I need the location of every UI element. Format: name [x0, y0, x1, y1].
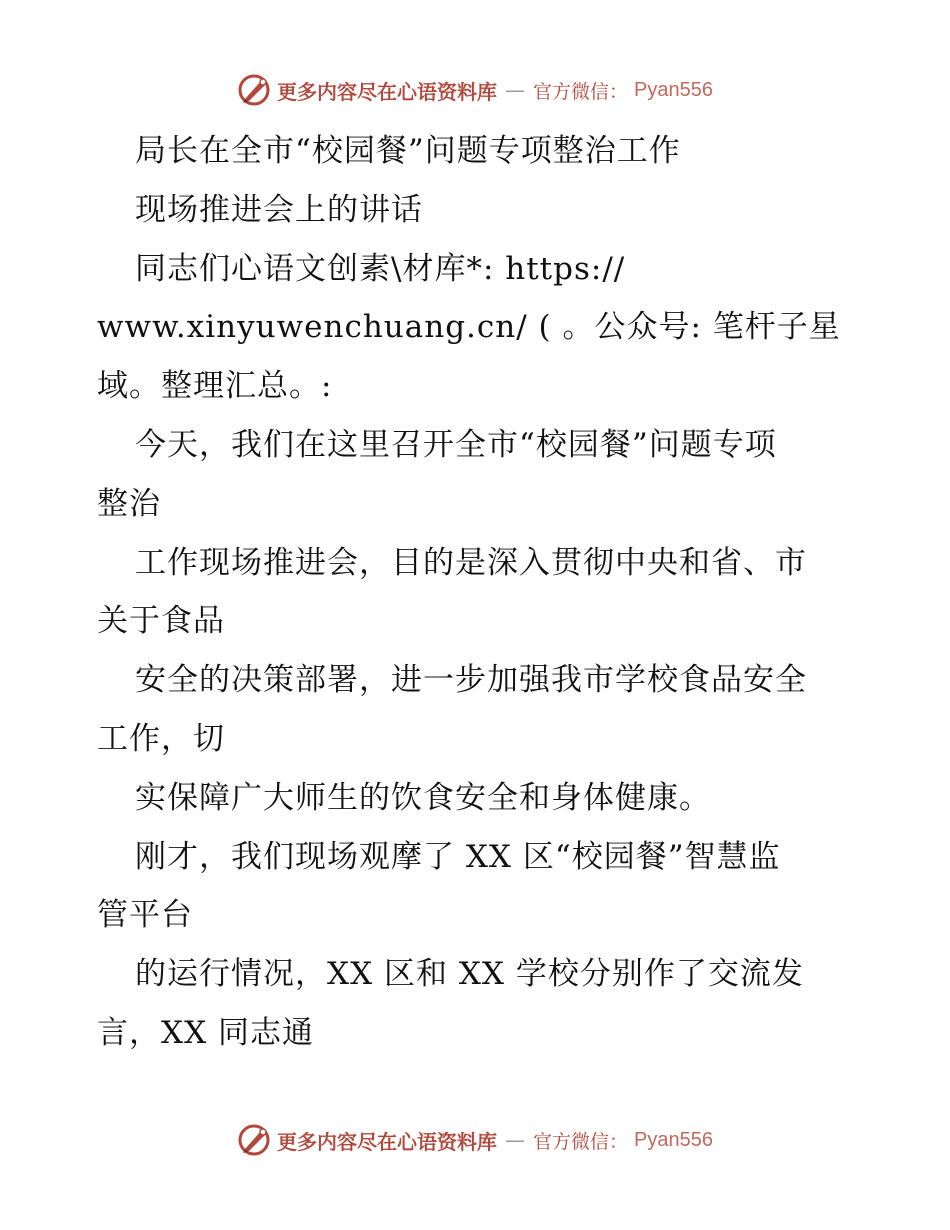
- doc-line: 的运行情况，XX 区和 XX 学校分别作了交流发: [135, 956, 804, 993]
- header-brand-text: 更多内容尽在心语资料库: [277, 79, 497, 104]
- header-banner-content: [237, 73, 713, 107]
- footer-dash: —: [505, 1128, 525, 1152]
- doc-line: 现场推进会上的讲话: [135, 191, 423, 228]
- footer-wechat-label: 官方微信：: [533, 1130, 629, 1153]
- doc-line: 安全的决策部署，进一步加强我市学校食品安全: [135, 662, 807, 699]
- doc-line: 言，XX 同志通: [97, 1014, 314, 1051]
- header-wechat-id: Pyan556: [634, 78, 713, 101]
- footer-banner: [0, 1120, 950, 1160]
- pen-logo-icon: [237, 1123, 271, 1157]
- doc-line: 整治: [97, 485, 161, 522]
- doc-line: 工作现场推进会，目的是深入贯彻中央和省、市: [135, 544, 807, 581]
- doc-line: 管平台: [97, 897, 193, 934]
- header-banner: [0, 70, 950, 110]
- pen-logo-icon: [237, 73, 271, 107]
- header-wechat-label: 官方微信：: [533, 80, 629, 103]
- footer-banner-content: [237, 1123, 713, 1157]
- doc-line: www.xinyuwenchuang.cn/ ( 。公众号: 笔杆子星: [97, 309, 841, 346]
- document-body: [97, 122, 857, 1063]
- doc-line: 关于食品: [97, 603, 225, 640]
- doc-line: 局长在全市“校园餐”问题专项整治工作: [135, 133, 681, 169]
- doc-line: 工作，切: [97, 720, 225, 757]
- doc-line: 实保障广大师生的饮食安全和身体健康。: [135, 779, 711, 816]
- doc-line: 今天，我们在这里召开全市“校园餐”问题专项: [135, 426, 777, 463]
- footer-wechat-id: Pyan556: [634, 1128, 713, 1151]
- doc-line: 刚才，我们现场观摩了 XX 区“校园餐”智慧监: [135, 838, 781, 875]
- doc-line: 域。整理汇总。:: [97, 368, 333, 405]
- header-dash: —: [505, 78, 525, 102]
- footer-brand-text: 更多内容尽在心语资料库: [277, 1129, 497, 1154]
- doc-line: 同志们心语文创素\材库*: https://: [135, 250, 626, 287]
